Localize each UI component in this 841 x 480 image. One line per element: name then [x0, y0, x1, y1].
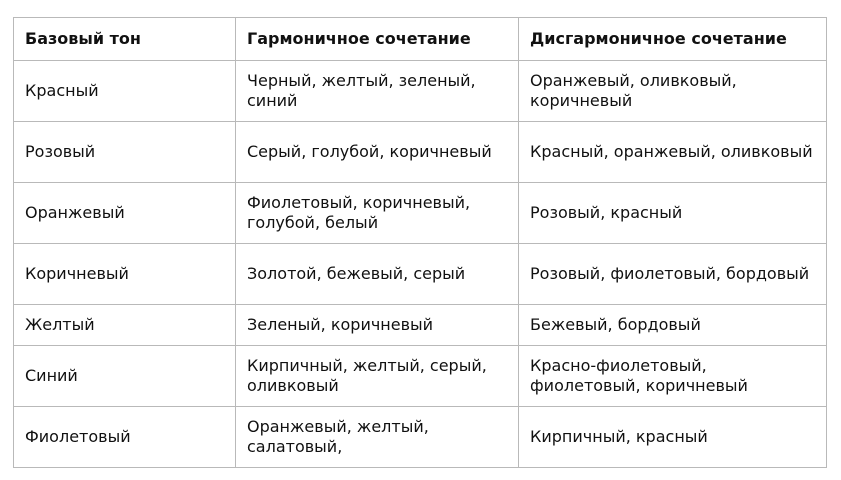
base-tone-cell: Розовый [14, 122, 236, 183]
table-row [14, 346, 827, 407]
table-row [14, 244, 827, 305]
disharmonious-cell: Красный, оранжевый, оливковый [519, 122, 827, 183]
harmonious-cell: Черный, желтый, зеленый, синий [236, 61, 519, 122]
header-base-tone: Базовый тон [14, 18, 236, 61]
table-row [14, 61, 827, 122]
disharmonious-cell: Красно-фиолетовый, фиолетовый, коричневый [519, 346, 827, 407]
base-tone-cell: Синий [14, 346, 236, 407]
harmonious-cell: Серый, голубой, коричневый [236, 122, 519, 183]
base-tone-cell: Красный [14, 61, 236, 122]
base-tone-cell: Оранжевый [14, 183, 236, 244]
harmonious-cell: Кирпичный, желтый, серый, оливковый [236, 346, 519, 407]
base-tone-cell: Фиолетовый [14, 407, 236, 468]
disharmonious-cell: Розовый, красный [519, 183, 827, 244]
base-tone-cell: Коричневый [14, 244, 236, 305]
table-row [14, 305, 827, 346]
harmonious-cell: Золотой, бежевый, серый [236, 244, 519, 305]
header-disharmonious: Дисгармоничное сочетание [519, 18, 827, 61]
table-header-row [14, 18, 827, 61]
base-tone-cell: Желтый [14, 305, 236, 346]
harmonious-cell: Зеленый, коричневый [236, 305, 519, 346]
table-row [14, 407, 827, 468]
disharmonious-cell: Бежевый, бордовый [519, 305, 827, 346]
disharmonious-cell: Кирпичный, красный [519, 407, 827, 468]
color-harmony-table [13, 17, 827, 468]
harmonious-cell: Фиолетовый, коричневый, голубой, белый [236, 183, 519, 244]
harmonious-cell: Оранжевый, желтый, салатовый, [236, 407, 519, 468]
disharmonious-cell: Оранжевый, оливковый, коричневый [519, 61, 827, 122]
table-row [14, 183, 827, 244]
header-harmonious: Гармоничное сочетание [236, 18, 519, 61]
disharmonious-cell: Розовый, фиолетовый, бордовый [519, 244, 827, 305]
table-row [14, 122, 827, 183]
